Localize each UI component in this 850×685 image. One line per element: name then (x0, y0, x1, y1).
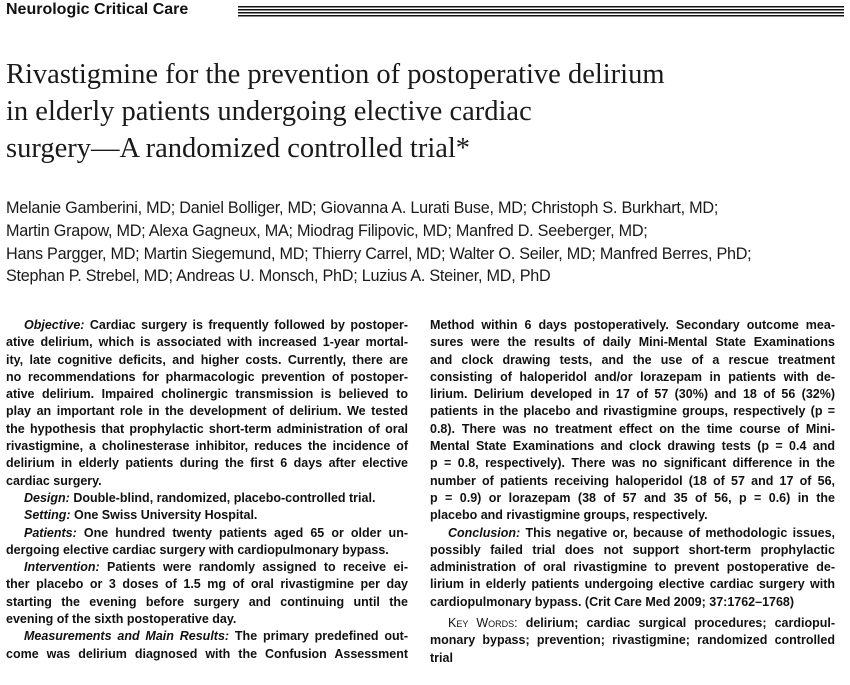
article-title (6, 56, 786, 167)
abstract-line: evening of the sixth postoperative day. (6, 612, 237, 627)
abstract-line: patients in the placebo and rivastigmine groups, respectively (p = (430, 404, 835, 419)
abstract-line: play an important role in the development of delirium. We tested (6, 404, 408, 419)
abstract-line: ative delirium. Impaired cholinergic transmission is believed to (6, 387, 408, 402)
abstract-line: cardiac surgery. (6, 473, 102, 488)
author-list (6, 197, 846, 288)
abstract-line: trial (430, 650, 453, 665)
abstract-line: ative delirium, which is associated with increased 1-year mortal- (6, 335, 408, 350)
author-line: Hans Pargger, MD; Martin Siegemund, MD; Thierry Carrel, MD; Walter O. Seiler, MD; Manfred Berres, PhD; (6, 244, 752, 263)
abstract-line: p = 0.8, respectively). There was no significant difference in the (430, 456, 835, 471)
author-line: Martin Grapow, MD; Alexa Gagneux, MA; Miodrag Filipovic, MD; Manfred D. Seeberger, MD; (6, 221, 648, 240)
abstract-line: p = 0.9) or lorazepam (38 of 57 and 35 of 56, p = 0.6) in the (430, 490, 835, 505)
abstract-line: possibly failed trial does not support short-term prophylactic (430, 542, 835, 557)
abstract-line: no recommendations for pharmacologic prevention of postoper- (6, 369, 408, 384)
abstract-line: the hypothesis that prophylactic short-term administration of oral (6, 421, 408, 436)
objective-label: Objective: (24, 318, 85, 332)
abstract-left-column (6, 317, 408, 663)
abstract-line: Conclusion: This negative or, because of methodologic issues, (448, 525, 835, 540)
abstract-line: administration of oral rivastigmine to prevent postoperative de- (430, 560, 835, 575)
measurements-label: Measurements and Main Results: (24, 629, 230, 644)
intervention-label: Intervention: (24, 560, 100, 575)
abstract-line: number of patients receiving haloperidol (18 of 57 and 17 of 56, (430, 473, 835, 488)
author-line: Stephan P. Strebel, MD; Andreas U. Monsch, PhD; Luzius A. Steiner, MD, PhD (6, 267, 551, 286)
abstract-line: Mental State Examinations and clock drawing tests (p = 0.4 and (430, 439, 835, 454)
keywords-label: Key Words: (448, 616, 518, 631)
abstract-line: Objective: Cardiac surgery is frequently followed by postoper- (24, 318, 408, 332)
abstract-line: rivastigmine, a cholinesterase inhibitor, reduces the incidence of (6, 439, 408, 454)
abstract-line: delirium in elderly patients during the first 6 days after elective (6, 456, 408, 471)
abstract-line: Design: Double-blind, randomized, placebo-controlled trial. (24, 490, 376, 505)
abstract-line: 0.8). There was no treatment effect on the time course of Mini- (430, 421, 835, 436)
abstract-line: lirium in elderly patients undergoing elective cardiac surgery with (430, 577, 835, 592)
abstract-line: Method within 6 days postoperatively. Secondary outcome mea- (430, 318, 835, 332)
abstract-line: sures were the results of daily Mini-Mental State Examinations (430, 335, 835, 350)
title-line: in elderly patients undergoing elective cardiac (6, 96, 532, 127)
abstract-line: starting the evening before surgery and continuing until the (6, 594, 408, 609)
abstract-line: and clock drawing tests, and the use of a rescue treatment (430, 352, 835, 367)
patients-label: Patients: (24, 525, 77, 540)
section-label: Neurologic Critical Care (6, 1, 189, 18)
abstract-line: Intervention: Patients were randomly assigned to receive ei- (24, 560, 408, 575)
abstract-line: ther placebo or 3 doses of 1.5 mg of oral rivastigmine per day (6, 577, 408, 592)
abstract-line: lirium. Delirium developed in 17 of 57 (30%) and 18 of 56 (32%) (430, 387, 835, 402)
abstract-line: cardiopulmonary bypass. (Crit Care Med 2009; 37:1762–1768) (430, 594, 795, 609)
abstract-line: placebo and rivastigmine groups, respectively. (430, 508, 708, 523)
section-header (6, 0, 844, 22)
abstract-line: ity, late cognitive deficits, and higher costs. Currently, there are (6, 352, 408, 367)
abstract-line: consisting of haloperidol and/or lorazepam in patients with de- (430, 369, 835, 384)
author-line: Melanie Gamberini, MD; Daniel Bolliger, MD; Giovanna A. Lurati Buse, MD; Christoph S. Burkhart, MD; (6, 199, 719, 217)
conclusion-label: Conclusion: (448, 525, 521, 540)
abstract-line: monary bypass; prevention; rivastigmine; randomized controlled (430, 633, 835, 648)
title-line: surgery—A randomized controlled trial* (6, 133, 471, 164)
abstract-line: Key Words: delirium; cardiac surgical procedures; cardiopul- (448, 616, 835, 631)
setting-label: Setting: (24, 508, 71, 523)
abstract-line: Measurements and Main Results: The primary predefined out- (24, 629, 409, 644)
abstract-line: dergoing elective cardiac surgery with cardiopulmonary bypass. (6, 542, 389, 557)
abstract-line: Setting: One Swiss University Hospital. (24, 508, 258, 523)
header-rule-lines (238, 6, 844, 17)
abstract-line: Patients: One hundred twenty patients aged 65 or older un- (24, 525, 408, 540)
abstract-right-column (430, 317, 835, 667)
design-label: Design: (24, 490, 70, 505)
title-line: Rivastigmine for the prevention of postoperative delirium (6, 59, 665, 90)
abstract-line: come was delirium diagnosed with the Confusion Assessment (6, 646, 408, 661)
